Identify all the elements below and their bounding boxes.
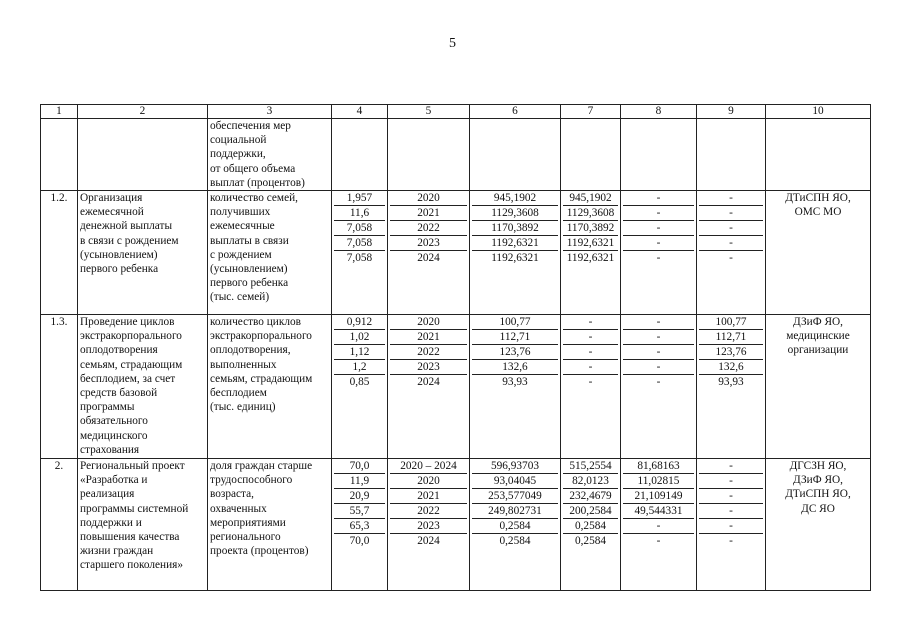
header-row (41, 105, 871, 119)
other-funding: - (699, 504, 763, 519)
indicator-value: 65,3 (334, 519, 385, 534)
federal-funding: 0,2584 (574, 535, 607, 548)
total-funding: 1192,6321 (472, 236, 558, 251)
total-funding: 253,577049 (472, 489, 558, 504)
total-funding: 1170,3892 (472, 221, 558, 236)
federal-funding: - (563, 330, 618, 345)
indicator-text: количество семей, получивших ежемесячные выплаты в связи с рождением (усыновлением) первого ребенка (тыс. семей) (208, 191, 332, 315)
other-funding: - (699, 519, 763, 534)
col-header: 8 (621, 105, 697, 119)
total-funding: 1129,3608 (472, 206, 558, 221)
year-list (390, 315, 467, 389)
regional-funding: - (623, 519, 694, 534)
federal-funding-list (563, 459, 618, 548)
total-funding: 100,77 (472, 315, 558, 330)
year: 2021 (390, 489, 467, 504)
total-funding-list (472, 315, 558, 389)
indicator-value-list (334, 459, 385, 548)
indicator-value: 70,0 (349, 535, 370, 548)
year: 2023 (390, 519, 467, 534)
program-table (40, 104, 871, 591)
regional-funding: - (623, 315, 694, 330)
indicator-value: 55,7 (334, 504, 385, 519)
federal-funding-cell (561, 191, 621, 315)
table-row (41, 459, 871, 591)
total-funding: 249,802731 (472, 504, 558, 519)
col-header: 2 (78, 105, 208, 119)
other-funding: - (699, 459, 763, 474)
total-funding: 0,2584 (472, 519, 558, 534)
other-funding: - (729, 535, 733, 548)
other-funding: - (699, 489, 763, 504)
year: 2022 (390, 221, 467, 236)
regional-funding-list (623, 191, 694, 265)
other-funding: - (699, 474, 763, 489)
total-funding: 93,04045 (472, 474, 558, 489)
total-funding: 123,76 (472, 345, 558, 360)
regional-funding: - (623, 236, 694, 251)
indicator-value-cell (332, 459, 388, 591)
indicator-value-list (334, 315, 385, 389)
regional-funding-cell (621, 315, 697, 459)
col-header: 7 (561, 105, 621, 119)
year-cell (388, 315, 470, 459)
total-funding: 132,6 (472, 360, 558, 375)
regional-funding: - (656, 252, 661, 265)
federal-funding: 232,4679 (563, 489, 618, 504)
indicator-value: 7,058 (334, 221, 385, 236)
federal-funding: - (563, 360, 618, 375)
other-funding: - (699, 236, 763, 251)
year: 2020 (390, 191, 467, 206)
year-list (390, 459, 467, 548)
indicator-value: 7,058 (346, 252, 373, 265)
col-header: 1 (41, 105, 78, 119)
year: 2022 (390, 504, 467, 519)
indicator-value: 11,6 (334, 206, 385, 221)
other-funding: 112,71 (699, 330, 763, 345)
total-funding-list (472, 191, 558, 265)
year: 2020 – 2024 (390, 459, 467, 474)
year-list (390, 191, 467, 265)
total-funding: 1192,6321 (491, 252, 539, 265)
other-funding: - (699, 191, 763, 206)
indicator-value: 1,957 (334, 191, 385, 206)
regional-funding: 81,68163 (623, 459, 694, 474)
other-funding-list (699, 459, 763, 548)
event-name: Организация ежемесячной денежной выплаты в связи с рождением (усыновлением) первого ребенка (78, 191, 208, 315)
indicator-value: 70,0 (334, 459, 385, 474)
other-funding: - (699, 206, 763, 221)
other-funding: 100,77 (699, 315, 763, 330)
federal-funding: 0,2584 (563, 519, 618, 534)
federal-funding-list (563, 191, 618, 265)
indicator-value-cell (332, 191, 388, 315)
regional-funding: - (623, 221, 694, 236)
table-row (41, 315, 871, 459)
year: 2020 (390, 474, 467, 489)
federal-funding: 200,2584 (563, 504, 618, 519)
federal-funding-list (563, 315, 618, 389)
indicator-text: количество циклов экстракорпорального оплодотворения, выполненных семьям, страдающим бесплодием (тыс. единиц) (208, 315, 332, 459)
other-funding-list (699, 315, 763, 389)
regional-funding-cell (621, 459, 697, 591)
executors: ДЗиФ ЯО, медицинские организации (766, 315, 871, 459)
year: 2021 (390, 330, 467, 345)
federal-funding: 945,1902 (563, 191, 618, 206)
regional-funding: - (623, 206, 694, 221)
federal-funding: 515,2554 (563, 459, 618, 474)
indicator-value: 11,9 (334, 474, 385, 489)
table-row (41, 191, 871, 315)
year-cell (388, 191, 470, 315)
regional-funding: - (623, 330, 694, 345)
other-funding: - (699, 221, 763, 236)
federal-funding: - (563, 315, 618, 330)
regional-funding: - (656, 535, 661, 548)
row-number: 2. (41, 459, 78, 591)
col-header: 6 (470, 105, 561, 119)
col-header: 4 (332, 105, 388, 119)
total-funding-cell (470, 459, 561, 591)
regional-funding: - (623, 191, 694, 206)
regional-funding: 49,544331 (623, 504, 694, 519)
indicator-text: обеспечения мер социальной поддержки, от общего объема выплат (процентов) (208, 119, 332, 191)
federal-funding-cell (561, 315, 621, 459)
year: 2022 (390, 345, 467, 360)
col-header: 9 (697, 105, 766, 119)
federal-funding: 1170,3892 (563, 221, 618, 236)
federal-funding: 1129,3608 (563, 206, 618, 221)
indicator-value: 0,912 (334, 315, 385, 330)
col-header: 10 (766, 105, 871, 119)
regional-funding: - (623, 345, 694, 360)
indicator-value: 1,12 (334, 345, 385, 360)
other-funding-cell (697, 191, 766, 315)
year-cell (388, 459, 470, 591)
row-number: 1.3. (41, 315, 78, 459)
total-funding: 112,71 (472, 330, 558, 345)
total-funding-cell (470, 315, 561, 459)
year: 2024 (417, 535, 440, 548)
event-name: Проведение циклов экстракорпорального оплодотворения семьям, страдающим бесплодием, за счет средств базовой программы обязательного медицинского страхования (78, 315, 208, 459)
indicator-text: доля граждан старше трудоспособного возраста, охваченных мероприятиями регионального проекта (процентов) (208, 459, 332, 591)
regional-funding: 11,02815 (623, 474, 694, 489)
continuation-row (41, 119, 871, 191)
regional-funding-cell (621, 191, 697, 315)
other-funding-cell (697, 459, 766, 591)
indicator-value-list (334, 191, 385, 265)
col-header: 3 (208, 105, 332, 119)
federal-funding: - (563, 345, 618, 360)
page-number: 5 (449, 36, 456, 51)
executors: ДГСЗН ЯО, ДЗиФ ЯО, ДТиСПН ЯО, ДС ЯО (766, 459, 871, 591)
indicator-value-cell (332, 315, 388, 459)
total-funding: 0,2584 (499, 535, 531, 548)
year: 2024 (417, 376, 440, 389)
year: 2024 (417, 252, 440, 265)
row-number: 1.2. (41, 191, 78, 315)
total-funding-list (472, 459, 558, 548)
col-header: 5 (388, 105, 470, 119)
regional-funding-list (623, 459, 694, 548)
other-funding-cell (697, 315, 766, 459)
other-funding: 93,93 (718, 376, 744, 389)
year: 2023 (390, 236, 467, 251)
other-funding: 132,6 (699, 360, 763, 375)
regional-funding: - (656, 376, 661, 389)
year: 2023 (390, 360, 467, 375)
federal-funding: 1192,6321 (566, 252, 615, 265)
event-name: Региональный проект «Разработка и реализация программы системной поддержки и повышения качества жизни граждан старшего поколения» (78, 459, 208, 591)
regional-funding: - (623, 360, 694, 375)
total-funding: 945,1902 (472, 191, 558, 206)
total-funding: 596,93703 (472, 459, 558, 474)
total-funding: 93,93 (502, 376, 528, 389)
total-funding-cell (470, 191, 561, 315)
other-funding: - (729, 252, 733, 265)
year: 2020 (390, 315, 467, 330)
regional-funding-list (623, 315, 694, 389)
other-funding: 123,76 (699, 345, 763, 360)
regional-funding: 21,109149 (623, 489, 694, 504)
indicator-value: 1,2 (334, 360, 385, 375)
indicator-value: 1,02 (334, 330, 385, 345)
federal-funding: 82,0123 (563, 474, 618, 489)
year: 2021 (390, 206, 467, 221)
federal-funding: - (588, 376, 593, 389)
indicator-value: 7,058 (334, 236, 385, 251)
other-funding-list (699, 191, 763, 265)
federal-funding-cell (561, 459, 621, 591)
executors: ДТиСПН ЯО, ОМС МО (766, 191, 871, 315)
indicator-value: 0,85 (349, 376, 370, 389)
federal-funding: 1192,6321 (563, 236, 618, 251)
indicator-value: 20,9 (334, 489, 385, 504)
